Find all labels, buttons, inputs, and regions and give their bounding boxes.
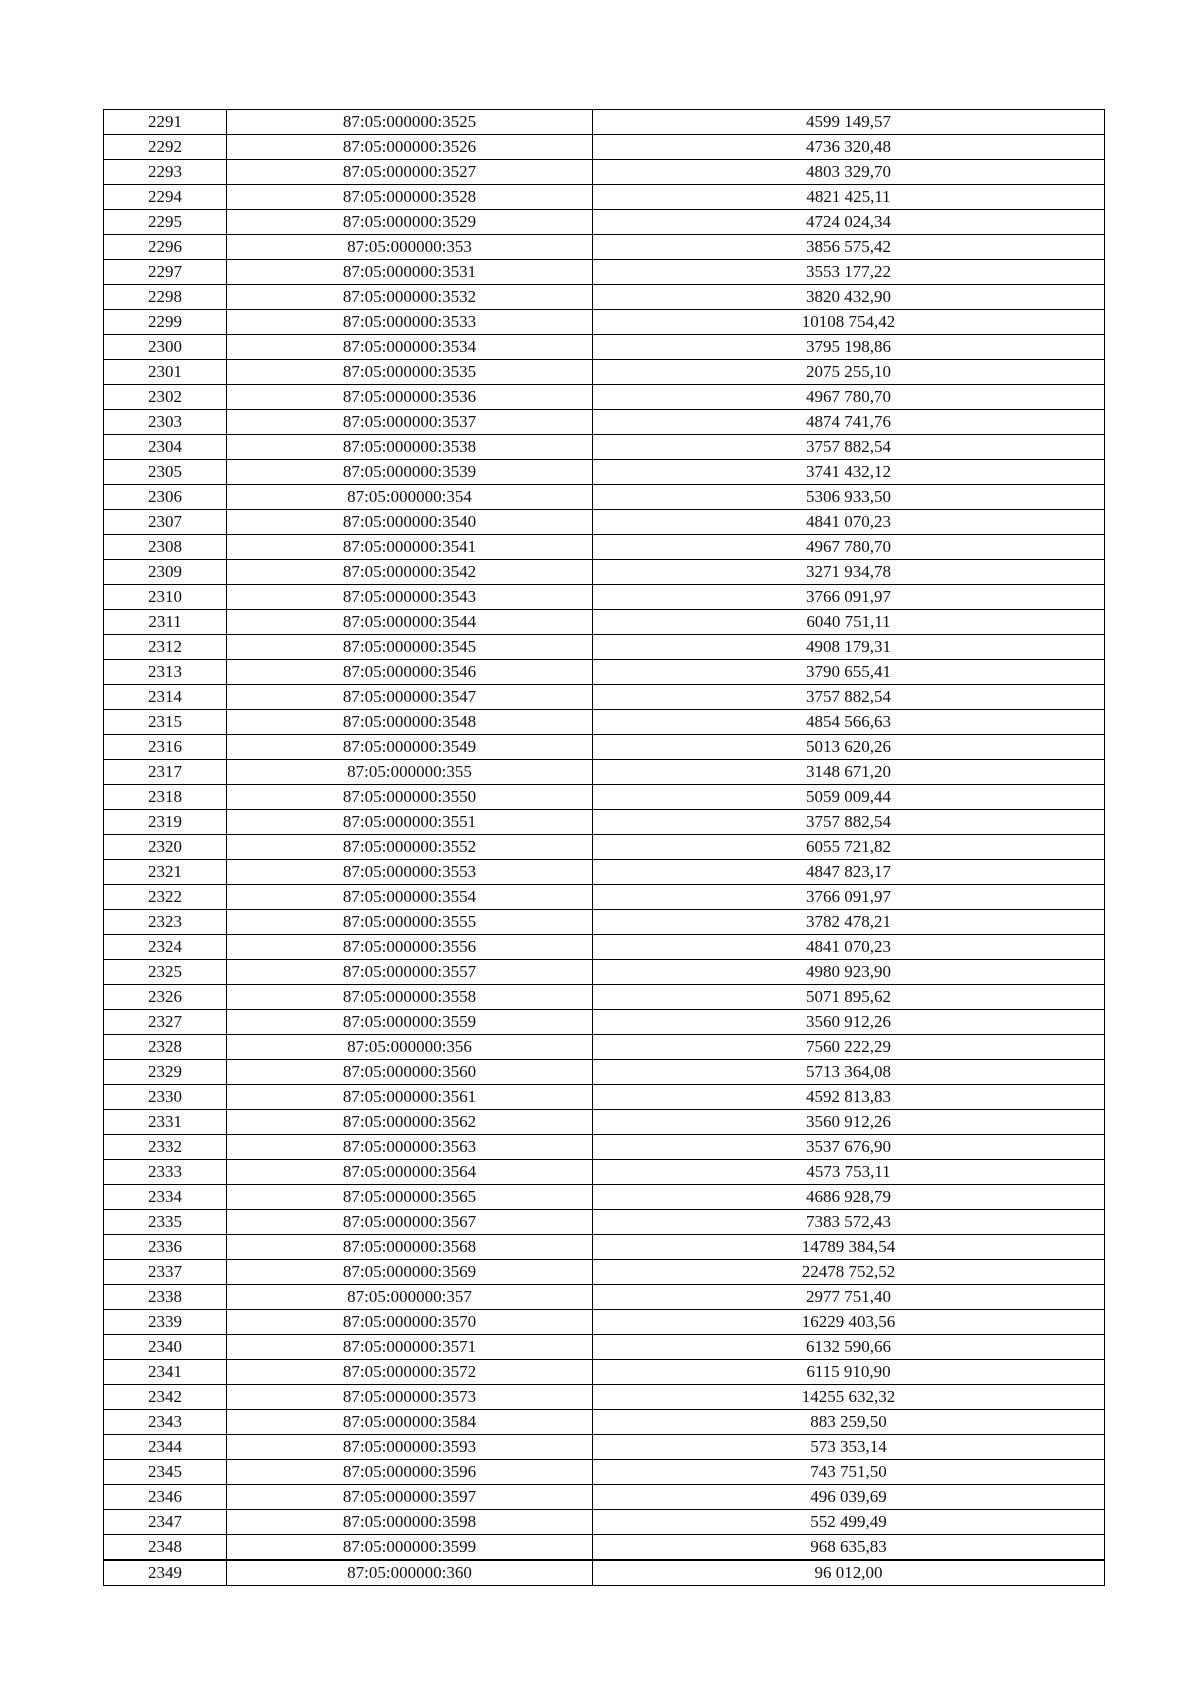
cadastral-value-cell: 16229 403,56 [593,1310,1105,1335]
row-number-cell: 2347 [104,1510,227,1535]
table-row [104,1010,1105,1035]
cadastral-value-cell: 4967 780,70 [593,535,1105,560]
cadastral-number-cell: 87:05:000000:3599 [227,1535,593,1561]
cadastral-number-cell: 87:05:000000:3538 [227,435,593,460]
table-row [104,560,1105,585]
table-row [104,110,1105,135]
table-row [104,935,1105,960]
cadastral-number-cell: 87:05:000000:3536 [227,385,593,410]
table-row [104,1360,1105,1385]
table-row [104,985,1105,1010]
cadastral-value-cell: 4980 923,90 [593,960,1105,985]
row-number-cell: 2340 [104,1335,227,1360]
table-row [104,185,1105,210]
cadastral-number-cell: 87:05:000000:3563 [227,1135,593,1160]
cadastral-number-cell: 87:05:000000:3584 [227,1410,593,1435]
cadastral-number-cell: 87:05:000000:3546 [227,660,593,685]
cadastral-value-cell: 5059 009,44 [593,785,1105,810]
row-number-cell: 2314 [104,685,227,710]
cadastral-value-cell: 4592 813,83 [593,1085,1105,1110]
table-row [104,1460,1105,1485]
cadastral-value-cell: 4967 780,70 [593,385,1105,410]
cadastral-number-cell: 87:05:000000:357 [227,1285,593,1310]
cadastral-number-cell: 87:05:000000:3557 [227,960,593,985]
cadastral-value-cell: 3795 198,86 [593,335,1105,360]
cadastral-number-cell: 87:05:000000:3559 [227,1010,593,1035]
row-number-cell: 2327 [104,1010,227,1035]
row-number-cell: 2321 [104,860,227,885]
cadastral-number-cell: 87:05:000000:3547 [227,685,593,710]
cadastral-number-cell: 87:05:000000:360 [227,1560,593,1586]
row-number-cell: 2337 [104,1260,227,1285]
table-row [104,1135,1105,1160]
row-number-cell: 2296 [104,235,227,260]
table-row [104,660,1105,685]
table-row [104,360,1105,385]
cadastral-value-cell: 6055 721,82 [593,835,1105,860]
cadastral-value-cell: 2075 255,10 [593,360,1105,385]
cadastral-number-cell: 87:05:000000:3561 [227,1085,593,1110]
cadastral-value-cell: 3757 882,54 [593,435,1105,460]
cadastral-value-cell: 4573 753,11 [593,1160,1105,1185]
row-number-cell: 2307 [104,510,227,535]
cadastral-value-cell: 10108 754,42 [593,310,1105,335]
table-row [104,1435,1105,1460]
cadastral-number-cell: 87:05:000000:3525 [227,110,593,135]
cadastral-value-cell: 5306 933,50 [593,485,1105,510]
table-row [104,285,1105,310]
cadastral-number-cell: 87:05:000000:3562 [227,1110,593,1135]
cadastral-value-cell: 6132 590,66 [593,1335,1105,1360]
cadastral-value-cell: 4803 329,70 [593,160,1105,185]
row-number-cell: 2336 [104,1235,227,1260]
cadastral-value-cell: 3856 575,42 [593,235,1105,260]
cadastral-value-cell: 4821 425,11 [593,185,1105,210]
table-row [104,960,1105,985]
cadastral-value-cell: 968 635,83 [593,1535,1105,1561]
cadastral-value-table [103,109,1105,1586]
cadastral-value-cell: 4908 179,31 [593,635,1105,660]
row-number-cell: 2343 [104,1410,227,1435]
row-number-cell: 2308 [104,535,227,560]
cadastral-number-cell: 87:05:000000:3552 [227,835,593,860]
cadastral-number-cell: 87:05:000000:3545 [227,635,593,660]
table-row [104,1410,1105,1435]
cadastral-value-cell: 5071 895,62 [593,985,1105,1010]
row-number-cell: 2339 [104,1310,227,1335]
table-row [104,1160,1105,1185]
cadastral-value-cell: 883 259,50 [593,1410,1105,1435]
cadastral-number-cell: 87:05:000000:3571 [227,1335,593,1360]
cadastral-number-cell: 87:05:000000:3528 [227,185,593,210]
row-number-cell: 2306 [104,485,227,510]
table-row [104,1535,1105,1561]
table-row [104,1060,1105,1085]
row-number-cell: 2338 [104,1285,227,1310]
cadastral-number-cell: 87:05:000000:3548 [227,710,593,735]
cadastral-number-cell: 87:05:000000:3556 [227,935,593,960]
row-number-cell: 2303 [104,410,227,435]
table-row [104,1310,1105,1335]
cadastral-value-cell: 3766 091,97 [593,585,1105,610]
cadastral-number-cell: 87:05:000000:3543 [227,585,593,610]
row-number-cell: 2342 [104,1385,227,1410]
cadastral-number-cell: 87:05:000000:3570 [227,1310,593,1335]
cadastral-number-cell: 87:05:000000:3541 [227,535,593,560]
row-number-cell: 2295 [104,210,227,235]
cadastral-number-cell: 87:05:000000:3553 [227,860,593,885]
cadastral-number-cell: 87:05:000000:3531 [227,260,593,285]
cadastral-value-cell: 6115 910,90 [593,1360,1105,1385]
cadastral-value-cell: 5713 364,08 [593,1060,1105,1085]
row-number-cell: 2329 [104,1060,227,1085]
row-number-cell: 2291 [104,110,227,135]
table-row [104,1035,1105,1060]
table-row [104,385,1105,410]
table-row [104,510,1105,535]
cadastral-number-cell: 87:05:000000:3529 [227,210,593,235]
cadastral-value-cell: 3782 478,21 [593,910,1105,935]
cadastral-value-cell: 743 751,50 [593,1460,1105,1485]
cadastral-value-cell: 14255 632,32 [593,1385,1105,1410]
table-row [104,710,1105,735]
cadastral-value-cell: 3766 091,97 [593,885,1105,910]
cadastral-number-cell: 87:05:000000:3544 [227,610,593,635]
cadastral-value-cell: 4874 741,76 [593,410,1105,435]
table-row [104,885,1105,910]
cadastral-value-cell: 5013 620,26 [593,735,1105,760]
table-row [104,1260,1105,1285]
row-number-cell: 2332 [104,1135,227,1160]
row-number-cell: 2304 [104,435,227,460]
cadastral-value-cell: 7560 222,29 [593,1035,1105,1060]
cadastral-value-cell: 3553 177,22 [593,260,1105,285]
cadastral-number-cell: 87:05:000000:3572 [227,1360,593,1385]
row-number-cell: 2334 [104,1185,227,1210]
table-row [104,135,1105,160]
row-number-cell: 2341 [104,1360,227,1385]
row-number-cell: 2299 [104,310,227,335]
cadastral-number-cell: 87:05:000000:3560 [227,1060,593,1085]
row-number-cell: 2325 [104,960,227,985]
cadastral-number-cell: 87:05:000000:3534 [227,335,593,360]
row-number-cell: 2318 [104,785,227,810]
cadastral-value-cell: 4686 928,79 [593,1185,1105,1210]
row-number-cell: 2333 [104,1160,227,1185]
row-number-cell: 2298 [104,285,227,310]
cadastral-number-cell: 87:05:000000:353 [227,235,593,260]
row-number-cell: 2319 [104,810,227,835]
row-number-cell: 2344 [104,1435,227,1460]
table-row [104,435,1105,460]
cadastral-number-cell: 87:05:000000:3550 [227,785,593,810]
cadastral-value-cell: 22478 752,52 [593,1260,1105,1285]
cadastral-number-cell: 87:05:000000:3598 [227,1510,593,1535]
row-number-cell: 2328 [104,1035,227,1060]
cadastral-value-cell: 6040 751,11 [593,610,1105,635]
cadastral-value-cell: 4736 320,48 [593,135,1105,160]
row-number-cell: 2292 [104,135,227,160]
cadastral-number-cell: 87:05:000000:3564 [227,1160,593,1185]
cadastral-number-cell: 87:05:000000:3573 [227,1385,593,1410]
table-row [104,335,1105,360]
table-row [104,1485,1105,1510]
table-row [104,1285,1105,1310]
cadastral-value-cell: 573 353,14 [593,1435,1105,1460]
row-number-cell: 2309 [104,560,227,585]
cadastral-value-cell: 4847 823,17 [593,860,1105,885]
cadastral-number-cell: 87:05:000000:3542 [227,560,593,585]
cadastral-value-cell: 3757 882,54 [593,810,1105,835]
row-number-cell: 2323 [104,910,227,935]
cadastral-number-cell: 87:05:000000:354 [227,485,593,510]
table-row [104,1210,1105,1235]
table-row [104,835,1105,860]
row-number-cell: 2300 [104,335,227,360]
cadastral-number-cell: 87:05:000000:3549 [227,735,593,760]
cadastral-number-cell: 87:05:000000:3539 [227,460,593,485]
table-row [104,1185,1105,1210]
row-number-cell: 2326 [104,985,227,1010]
cadastral-number-cell: 87:05:000000:356 [227,1035,593,1060]
cadastral-value-cell: 4854 566,63 [593,710,1105,735]
table-row [104,635,1105,660]
table-row [104,685,1105,710]
cadastral-number-cell: 87:05:000000:3526 [227,135,593,160]
row-number-cell: 2345 [104,1460,227,1485]
table-row [104,910,1105,935]
cadastral-number-cell: 87:05:000000:3558 [227,985,593,1010]
row-number-cell: 2324 [104,935,227,960]
row-number-cell: 2305 [104,460,227,485]
table-row [104,1385,1105,1410]
cadastral-number-cell: 87:05:000000:3593 [227,1435,593,1460]
cadastral-value-cell: 3741 432,12 [593,460,1105,485]
cadastral-value-cell: 3560 912,26 [593,1010,1105,1035]
row-number-cell: 2294 [104,185,227,210]
cadastral-value-cell: 4841 070,23 [593,510,1105,535]
row-number-cell: 2297 [104,260,227,285]
table-row [104,585,1105,610]
row-number-cell: 2310 [104,585,227,610]
cadastral-value-cell: 3790 655,41 [593,660,1105,685]
cadastral-value-cell: 3820 432,90 [593,285,1105,310]
row-number-cell: 2313 [104,660,227,685]
table-row [104,810,1105,835]
table-row [104,760,1105,785]
cadastral-number-cell: 87:05:000000:3565 [227,1185,593,1210]
cadastral-number-cell: 87:05:000000:3555 [227,910,593,935]
row-number-cell: 2315 [104,710,227,735]
row-number-cell: 2346 [104,1485,227,1510]
cadastral-number-cell: 87:05:000000:3537 [227,410,593,435]
table-row [104,210,1105,235]
cadastral-value-cell: 3537 676,90 [593,1135,1105,1160]
row-number-cell: 2348 [104,1535,227,1561]
row-number-cell: 2301 [104,360,227,385]
table-row [104,1335,1105,1360]
cadastral-value-cell: 2977 751,40 [593,1285,1105,1310]
table-row [104,460,1105,485]
cadastral-value-cell: 4724 024,34 [593,210,1105,235]
row-number-cell: 2311 [104,610,227,635]
row-number-cell: 2320 [104,835,227,860]
cadastral-value-cell: 496 039,69 [593,1485,1105,1510]
cadastral-number-cell: 87:05:000000:3527 [227,160,593,185]
cadastral-value-cell: 4599 149,57 [593,110,1105,135]
row-number-cell: 2317 [104,760,227,785]
cadastral-number-cell: 87:05:000000:3554 [227,885,593,910]
table-body [104,110,1105,1586]
table-row [104,610,1105,635]
table-row [104,160,1105,185]
cadastral-value-cell: 14789 384,54 [593,1235,1105,1260]
row-number-cell: 2322 [104,885,227,910]
table-row [104,1085,1105,1110]
row-number-cell: 2293 [104,160,227,185]
row-number-cell: 2316 [104,735,227,760]
row-number-cell: 2302 [104,385,227,410]
cadastral-value-cell: 3271 934,78 [593,560,1105,585]
table-row [104,410,1105,435]
cadastral-number-cell: 87:05:000000:355 [227,760,593,785]
cadastral-number-cell: 87:05:000000:3568 [227,1235,593,1260]
table-row [104,1510,1105,1535]
cadastral-value-cell: 7383 572,43 [593,1210,1105,1235]
table-row [104,1560,1105,1586]
table-row [104,485,1105,510]
cadastral-number-cell: 87:05:000000:3567 [227,1210,593,1235]
table-row [104,735,1105,760]
table-row [104,1110,1105,1135]
cadastral-value-cell: 3560 912,26 [593,1110,1105,1135]
row-number-cell: 2312 [104,635,227,660]
row-number-cell: 2331 [104,1110,227,1135]
cadastral-number-cell: 87:05:000000:3535 [227,360,593,385]
cadastral-number-cell: 87:05:000000:3569 [227,1260,593,1285]
cadastral-value-cell: 552 499,49 [593,1510,1105,1535]
table-row [104,310,1105,335]
cadastral-value-cell: 3148 671,20 [593,760,1105,785]
table-row [104,260,1105,285]
row-number-cell: 2330 [104,1085,227,1110]
table-row [104,785,1105,810]
cadastral-number-cell: 87:05:000000:3597 [227,1485,593,1510]
table-row [104,235,1105,260]
cadastral-value-cell: 96 012,00 [593,1560,1105,1586]
cadastral-number-cell: 87:05:000000:3551 [227,810,593,835]
cadastral-number-cell: 87:05:000000:3532 [227,285,593,310]
row-number-cell: 2335 [104,1210,227,1235]
table-row [104,1235,1105,1260]
cadastral-value-cell: 3757 882,54 [593,685,1105,710]
row-number-cell: 2349 [104,1560,227,1586]
cadastral-number-cell: 87:05:000000:3533 [227,310,593,335]
cadastral-number-cell: 87:05:000000:3540 [227,510,593,535]
table-row [104,860,1105,885]
table-row [104,535,1105,560]
cadastral-number-cell: 87:05:000000:3596 [227,1460,593,1485]
cadastral-value-cell: 4841 070,23 [593,935,1105,960]
